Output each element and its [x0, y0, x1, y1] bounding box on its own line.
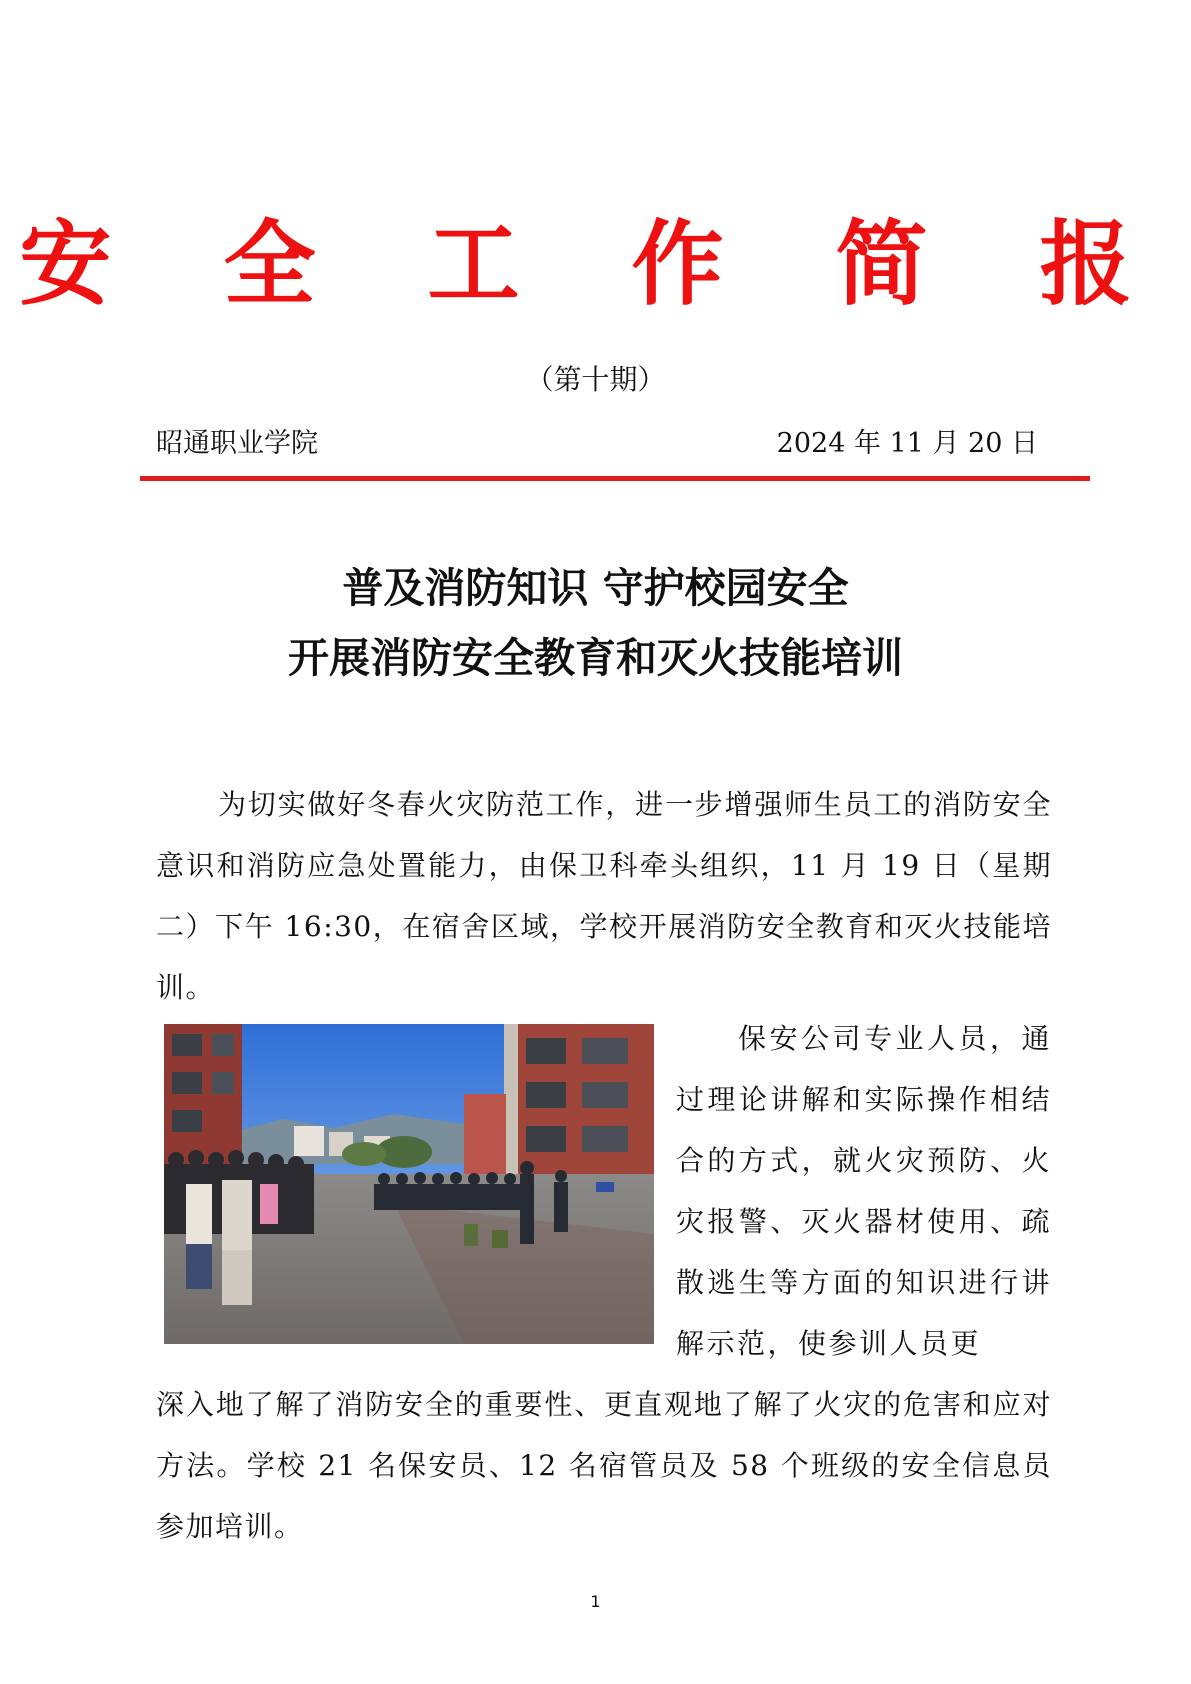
article-headline-line1: 普及消防知识 守护校园安全 — [342, 564, 849, 612]
organization-name: 昭通职业学院 — [156, 428, 318, 459]
red-divider-rule — [140, 476, 1090, 481]
article-paragraph-2-continued: 深入地了解了消防安全的重要性、更直观地了解了火灾的危害和应对方法。学校 21 名保安员、12 名宿管员及 58 个班级的安全信息员参加培训。 — [156, 1388, 1052, 1543]
bulletin-masthead-title: 安 全 工 作 简 报 — [19, 211, 1172, 318]
issue-number: （第十期） — [525, 363, 666, 396]
publish-date: 2024 年 11 月 20 日 — [776, 428, 1038, 459]
article-paragraph-2: 保安公司专业人员，通过理论讲解和实际操作相结合的方式，就火灾预防、火灾报警、灭火器材使用、疏散逃生等方面的知识进行讲解示范，使参训人员更 — [676, 1022, 1052, 1360]
article-paragraph-1: 为切实做好冬春火灾防范工作，进一步增强师生员工的消防安全意识和消防应急处置能力，由保卫科牵头组织，11 月 19 日（星期二）下午 16:30，在宿舍区域，学校开展消防安全教育和灭火技能培训。 — [156, 788, 1052, 1004]
training-photo — [164, 1024, 654, 1344]
page-number: 1 — [590, 1592, 601, 1611]
article-headline-line2: 开展消防安全教育和灭火技能培训 — [288, 634, 903, 682]
